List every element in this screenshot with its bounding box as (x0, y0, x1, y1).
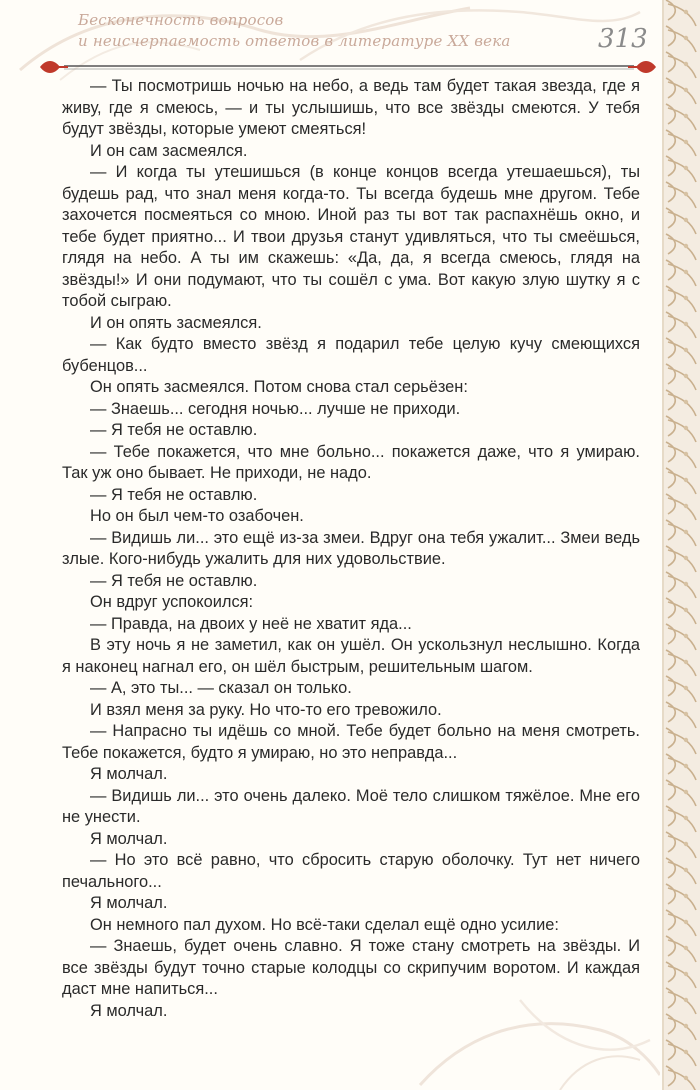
paragraph: — Видишь ли... это очень далеко. Моё тело слишком тяжёлое. Мне его не унести. (62, 786, 640, 826)
border-scroll-icon (666, 962, 696, 988)
paragraph: Я молчал. (90, 894, 168, 912)
running-header-line-1: Бесконечность вопросов (78, 11, 284, 29)
border-dot-icon (684, 504, 688, 508)
border-scroll-icon (666, 312, 696, 338)
border-scroll-icon (666, 728, 696, 754)
paragraph: — Напрасно ты идёшь со мной. Тебе будет больно на меня смотреть. Тебе покажется, будто я умираю, но это неправда... (62, 722, 640, 762)
border-dot-icon (684, 972, 688, 976)
border-scroll-icon (666, 676, 696, 702)
border-dot-icon (684, 270, 688, 274)
border-dot-icon (684, 920, 688, 924)
border-dot-icon (684, 1050, 688, 1054)
border-scroll-icon (666, 910, 696, 936)
page-number: 313 (598, 24, 648, 54)
border-dot-icon (684, 816, 688, 820)
paragraph: Я молчал. (90, 1001, 168, 1020)
border-scroll-icon (666, 754, 696, 780)
border-dot-icon (684, 608, 688, 612)
border-scroll-icon (666, 494, 696, 520)
paragraph: Он немного пал духом. Но всё-таки сделал ещё одно усилие: (90, 915, 559, 934)
border-scroll-icon (666, 182, 696, 208)
border-dot-icon (684, 686, 688, 690)
border-scroll-icon (666, 650, 696, 676)
border-dot-icon (684, 452, 688, 456)
border-dot-icon (684, 1076, 688, 1080)
border-scroll-icon (666, 78, 696, 104)
border-scroll-icon (666, 338, 696, 364)
paragraph: — Я тебя не оставлю. (90, 571, 258, 590)
border-dot-icon (684, 322, 688, 326)
border-scroll-icon (666, 286, 696, 312)
paragraph: — Я тебя не оставлю. (90, 485, 258, 504)
border-dot-icon (684, 634, 688, 638)
border-scroll-icon (666, 546, 696, 572)
border-dot-icon (684, 192, 688, 196)
border-dot-icon (684, 582, 688, 586)
border-dot-icon (684, 738, 688, 742)
border-dot-icon (684, 114, 688, 118)
border-dot-icon (684, 10, 688, 14)
border-scroll-icon (666, 468, 696, 494)
border-scroll-icon (666, 1066, 696, 1090)
border-dot-icon (684, 400, 688, 404)
border-scroll-icon (666, 0, 696, 26)
border-dot-icon (684, 790, 688, 794)
border-scroll-icon (666, 858, 696, 884)
paragraph: — И когда ты утешишься (в конце концов всегда утешаешься), ты будешь рад, что знал меня когда-то. Ты всегда будешь мне другом. Тебе захочется посмеяться со мною. Иной раз ты вот так распахнёшь окно, и тебе будет приятно... И твои друзья станут удивляться, что ты смеёшься, глядя на небо. А ты им скажешь: «Да, да, я всегда смеюсь, глядя на звёзды!» И они подумают, что ты сошёл с ума. Вот какую злую шутку я с тобой сыграю. (62, 163, 640, 310)
border-dot-icon (684, 296, 688, 300)
border-scroll-icon (666, 260, 696, 286)
paragraph: В эту ночь я не заметил, как он ушёл. Он ускользнул неслышно. Когда я наконец нагнал его, он шёл быстрым, решительным шагом. (62, 636, 640, 676)
paragraph: Я молчал. (90, 765, 168, 783)
border-dot-icon (684, 868, 688, 872)
border-scroll-icon (666, 390, 696, 416)
border-scroll-icon (666, 1040, 696, 1066)
paragraph: — Знаешь, будет очень славно. Я тоже стану смотреть на звёзды. И все звёзды будут точно старые колодцы со скрипучим воротом. И каждая даст мне напиться... (62, 937, 640, 998)
border-scroll-icon (666, 936, 696, 962)
border-scroll-icon (666, 364, 696, 390)
paragraph: — Тебе покажется, что мне больно... покажется даже, что я умираю. Так уж оно бывает. Не приходи, не надо. (62, 442, 640, 482)
paragraph: Он вдруг успокоился: (90, 593, 254, 611)
paragraph: И он сам засмеялся. (90, 141, 248, 160)
border-scroll-icon (666, 806, 696, 832)
border-dot-icon (684, 244, 688, 248)
paragraph: — Я тебя не оставлю. (90, 421, 258, 439)
border-scroll-icon (666, 416, 696, 442)
paragraph: — Как будто вместо звёзд я подарил тебе целую кучу смеющихся бубенцов... (62, 335, 640, 375)
paragraph: — Знаешь... сегодня ночью... лучше не приходи. (90, 399, 461, 418)
border-scroll-icon (666, 130, 696, 156)
border-dot-icon (684, 530, 688, 534)
border-dot-icon (684, 88, 688, 92)
running-header (78, 10, 598, 52)
running-header-line-2: и неисчерпаемость ответов в литературе XX века (78, 32, 511, 50)
border-scroll-icon (666, 26, 696, 52)
border-scroll-icon (666, 1014, 696, 1040)
border-dot-icon (684, 218, 688, 222)
border-dot-icon (684, 36, 688, 40)
border-dot-icon (684, 842, 688, 846)
paragraph: Я молчал. (90, 829, 168, 848)
paragraph: — Ты посмотришь ночью на небо, а ведь там будет такая звезда, где я живу, где я смеюсь, — и ты услышишь, что все звёзды смеются. У тебя будут звёзды, которые умеют смеяться! (62, 77, 640, 138)
paragraph: И он опять засмеялся. (90, 313, 262, 332)
border-dot-icon (684, 348, 688, 352)
border-dot-icon (684, 556, 688, 560)
border-dot-icon (684, 426, 688, 430)
paragraph: — Видишь ли... это ещё из-за змеи. Вдруг она тебя ужалит... Змеи ведь злые. Кого-нибудь ужалить для них удовольствие. (62, 528, 640, 568)
border-dot-icon (684, 62, 688, 66)
paragraph: — Правда, на двоих у неё не хватит яда... (90, 614, 412, 633)
border-scroll-icon (666, 624, 696, 650)
border-dot-icon (684, 140, 688, 144)
paragraph: — А, это ты... — сказал он только. (90, 679, 352, 697)
border-scroll-icon (666, 832, 696, 858)
border-scroll-icon (666, 780, 696, 806)
paragraph: Он опять засмеялся. Потом снова стал серьёзен: (90, 378, 468, 396)
border-scroll-icon (666, 702, 696, 728)
border-dot-icon (684, 998, 688, 1002)
border-dot-icon (684, 374, 688, 378)
border-dot-icon (684, 478, 688, 482)
border-scroll-icon (666, 208, 696, 234)
border-scroll-icon (666, 156, 696, 182)
border-dot-icon (684, 712, 688, 716)
border-scroll-icon (666, 104, 696, 130)
border-scroll-icon (666, 572, 696, 598)
decorative-border (662, 0, 700, 1090)
border-scroll-icon (666, 234, 696, 260)
border-dot-icon (684, 764, 688, 768)
border-scroll-icon (666, 988, 696, 1014)
paragraph: Но он был чем-то озабочен. (90, 507, 304, 525)
border-scroll-icon (666, 52, 696, 78)
border-dot-icon (684, 166, 688, 170)
paragraph: И взял меня за руку. Но что-то его тревожило. (90, 700, 442, 719)
border-scroll-icon (666, 442, 696, 468)
border-dot-icon (684, 894, 688, 898)
border-dot-icon (684, 946, 688, 950)
body-text (62, 76, 640, 1022)
border-scroll-icon (666, 598, 696, 624)
border-scroll-icon (666, 520, 696, 546)
border-dot-icon (684, 1024, 688, 1028)
paragraph: — Но это всё равно, что сбросить старую оболочку. Тут нет ничего печального... (62, 851, 640, 891)
border-scroll-icon (666, 884, 696, 910)
border-dot-icon (684, 660, 688, 664)
